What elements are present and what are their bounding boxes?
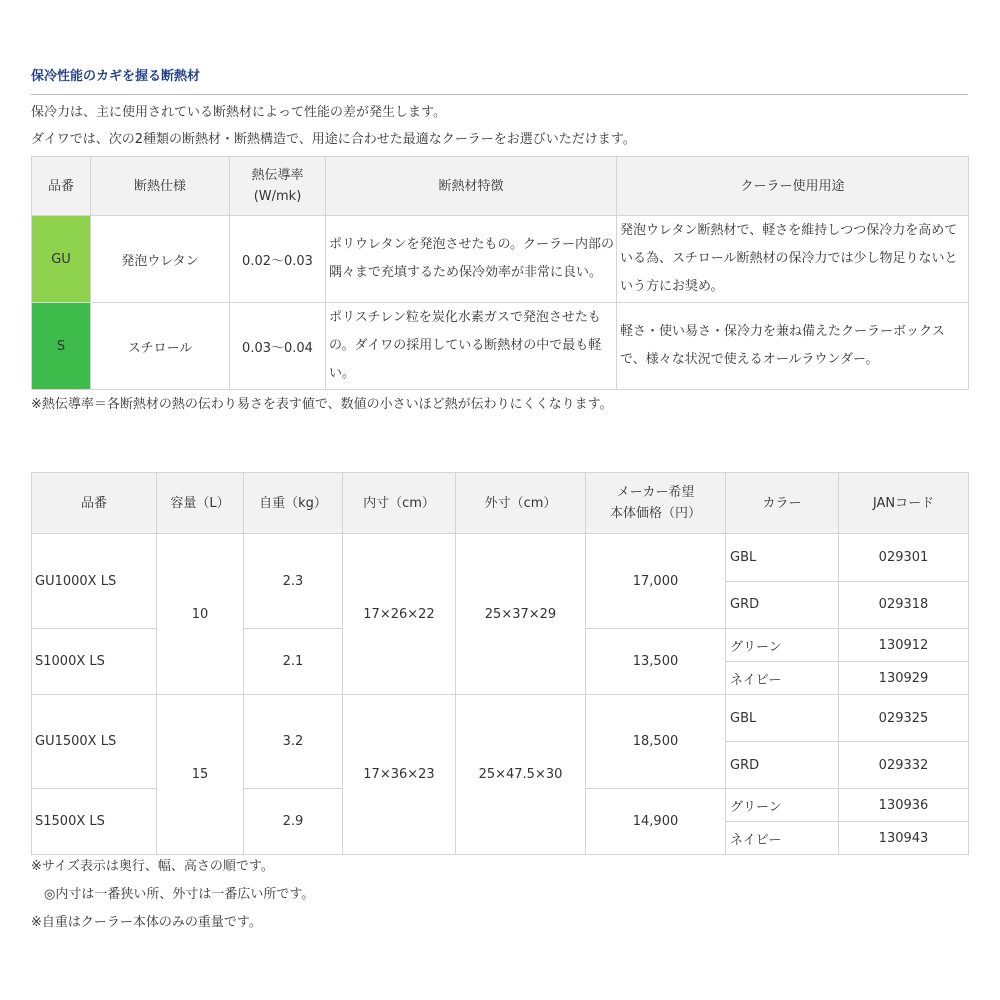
weight-cell: 3.2	[244, 695, 343, 789]
code-badge-gu: GU	[32, 216, 91, 303]
header-outer-size: 外寸（cm）	[456, 473, 586, 534]
weight-cell: 2.1	[244, 629, 343, 695]
header-code: 品番	[32, 157, 91, 216]
jan-cell: 029332	[839, 742, 969, 789]
jan-cell: 130943	[839, 822, 969, 855]
header-conductivity: 熱伝導率 (W/mk)	[230, 157, 326, 216]
price-cell: 18,500	[586, 695, 726, 789]
table-row	[32, 303, 969, 390]
size-order-note: ※サイズ表示は奥行、幅、高さの順です。	[31, 859, 274, 874]
heading-divider	[31, 94, 968, 95]
price-cell: 13,500	[586, 629, 726, 695]
table-row	[32, 695, 969, 742]
model-name: GU1500X LS	[32, 695, 157, 789]
jan-cell: 029325	[839, 695, 969, 742]
feature-cell: ポリスチレン粒を炭化水素ガスで発泡させたもの。ダイワの採用している断熱材の中で最も軽い。	[326, 303, 617, 390]
color-cell: GBL	[726, 695, 839, 742]
header-inner-size: 内寸（cm）	[343, 473, 456, 534]
size-definition-note: ◎内寸は一番狭い所、外寸は一番広い所です。	[44, 887, 315, 902]
color-cell: グリーン	[726, 629, 839, 662]
color-cell: ネイビー	[726, 662, 839, 695]
color-cell: GRD	[726, 581, 839, 629]
model-name: S1500X LS	[32, 789, 157, 855]
model-name: S1000X LS	[32, 629, 157, 695]
conductivity-note: ※熱伝導率＝各断熱材の熱の伝わり易さを表す値で、数値の小さいほど熱が伝わりにくくなります。	[31, 397, 613, 412]
spec-table	[31, 472, 969, 855]
color-cell: グリーン	[726, 789, 839, 822]
conductivity-cell: 0.03〜0.04	[230, 303, 326, 390]
weight-cell: 2.9	[244, 789, 343, 855]
inner-size-cell: 17×26×22	[343, 534, 456, 695]
insulation-table	[31, 156, 969, 390]
usage-cell: 軽さ・使い易さ・保冷力を兼ね備えたクーラーボックスで、様々な状況で使えるオールラウンダー。	[617, 303, 969, 390]
jan-cell: 029318	[839, 581, 969, 629]
table-row	[32, 216, 969, 303]
intro-text-1: 保冷力は、主に使用されている断熱材によって性能の差が発生します。	[31, 105, 446, 120]
insulation-header-row	[32, 157, 969, 216]
usage-cell: 発泡ウレタン断熱材で、軽さを維持しつつ保冷力を高めている為、スチロール断熱材の保冷力では少し物足りないという方にお奨め。	[617, 216, 969, 303]
outer-size-cell: 25×47.5×30	[456, 695, 586, 855]
header-feature: 断熱材特徴	[326, 157, 617, 216]
weight-note: ※自重はクーラー本体のみの重量です。	[31, 915, 262, 930]
capacity-cell: 15	[157, 695, 244, 855]
table-row	[32, 534, 969, 582]
weight-cell: 2.3	[244, 534, 343, 629]
feature-cell: ポリウレタンを発泡させたもの。クーラー内部の隅々まで充填するため保冷効率が非常に良い。	[326, 216, 617, 303]
spec-cell: 発泡ウレタン	[91, 216, 230, 303]
price-cell: 14,900	[586, 789, 726, 855]
header-weight: 自重（kg）	[244, 473, 343, 534]
jan-cell: 130929	[839, 662, 969, 695]
section-heading: 保冷性能のカギを握る断熱材	[31, 69, 201, 84]
jan-cell: 130912	[839, 629, 969, 662]
jan-cell: 029301	[839, 534, 969, 582]
header-color: カラー	[726, 473, 839, 534]
color-cell: ネイビー	[726, 822, 839, 855]
color-cell: GBL	[726, 534, 839, 582]
header-jan: JANコード	[839, 473, 969, 534]
header-spec: 断熱仕様	[91, 157, 230, 216]
intro-text-2: ダイワでは、次の2種類の断熱材・断熱構造で、用途に合わせた最適なクーラーをお選びいただけます。	[31, 132, 636, 147]
conductivity-cell: 0.02〜0.03	[230, 216, 326, 303]
header-model: 品番	[32, 473, 157, 534]
header-usage: クーラー使用用途	[617, 157, 969, 216]
capacity-cell: 10	[157, 534, 244, 695]
header-price: メーカー希望 本体価格（円）	[586, 473, 726, 534]
model-name: GU1000X LS	[32, 534, 157, 629]
jan-cell: 130936	[839, 789, 969, 822]
outer-size-cell: 25×37×29	[456, 534, 586, 695]
code-badge-s: S	[32, 303, 91, 390]
color-cell: GRD	[726, 742, 839, 789]
price-cell: 17,000	[586, 534, 726, 629]
spec-cell: スチロール	[91, 303, 230, 390]
header-capacity: 容量（L）	[157, 473, 244, 534]
inner-size-cell: 17×36×23	[343, 695, 456, 855]
spec-header-row	[32, 473, 969, 534]
